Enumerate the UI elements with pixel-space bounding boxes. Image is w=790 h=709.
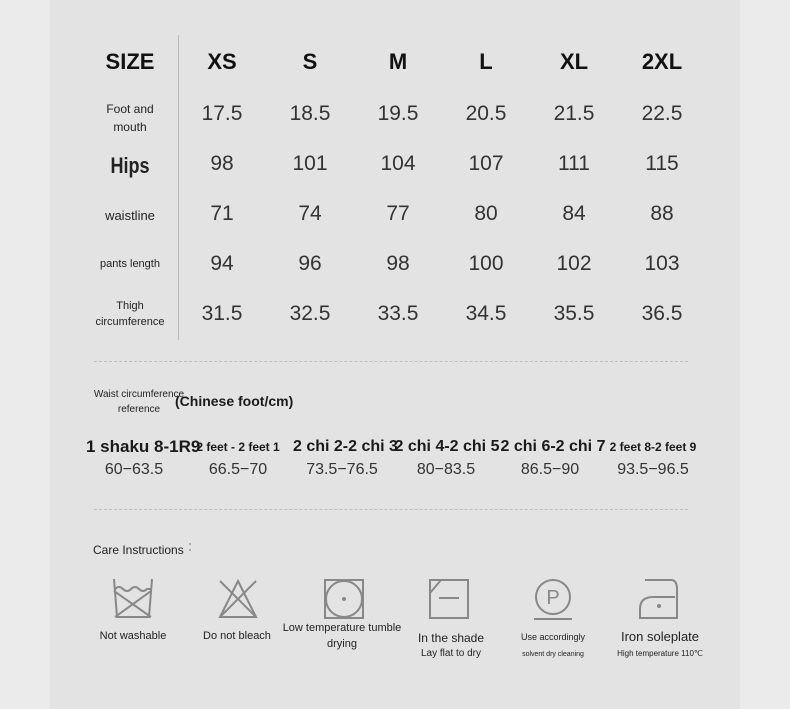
section-divider (94, 509, 688, 510)
waist-cm-range: 93.5−96.5 (617, 461, 689, 478)
table-cell: 104 (380, 152, 416, 175)
table-cell: 94 (210, 252, 234, 275)
size-m: M (388, 49, 408, 74)
table-cell: 98 (386, 252, 410, 275)
svg-text:P: P (546, 587, 560, 609)
row-label-line: Hips (110, 153, 150, 178)
waist-cm-range: 86.5−90 (520, 461, 580, 478)
waist-title-line: reference (117, 404, 161, 415)
table-cell: 115 (645, 152, 679, 175)
table-cell: 111 (558, 152, 590, 175)
table-cell: 77 (386, 202, 410, 225)
tumble-dry-low-icon (322, 577, 366, 621)
decor-dot (189, 549, 191, 551)
table-cell: 31.5 (201, 302, 243, 325)
table-cell: 35.5 (553, 302, 595, 325)
row-label-thigh (90, 298, 170, 330)
iron-icon (637, 577, 681, 621)
care-title: Care Instructions (93, 543, 184, 557)
care-label-line: Low temperature tumble (282, 622, 402, 634)
care-label: Not washable (99, 630, 167, 642)
care-label (610, 628, 710, 662)
row-label-line: Thigh (116, 300, 144, 312)
row-label-pants-length (90, 256, 170, 272)
waist-chinese-size: 2 feet - 2 feet 1 (196, 440, 280, 454)
table-cell: 19.5 (377, 102, 419, 125)
table-cell: 98 (210, 152, 234, 175)
table-cell: 103 (644, 252, 680, 275)
waist-cm-range: 80−83.5 (416, 461, 476, 478)
waist-chinese-size: 1 shaku 8-1R9 (86, 437, 201, 456)
care-label (505, 629, 601, 663)
care-label-line: High temperature 110℃ (617, 649, 703, 658)
row-label-waistline (90, 207, 170, 225)
table-cell: 96 (298, 252, 322, 275)
care-label-line: Lay flat to dry (420, 648, 482, 659)
table-cell: 32.5 (289, 302, 331, 325)
table-cell: 107 (468, 152, 504, 175)
size-header-label: SIZE (105, 49, 155, 74)
row-label-line: Foot and (106, 102, 154, 116)
table-cell: 88 (650, 202, 674, 225)
waist-title-line: Waist circumference (93, 389, 185, 400)
table-cell: 102 (556, 252, 592, 275)
care-label: Do not bleach (203, 630, 271, 642)
table-divider (178, 35, 179, 340)
size-xl: XL (559, 49, 589, 74)
row-label-line: pants length (100, 258, 160, 270)
care-label-line: drying (327, 638, 357, 650)
table-cell: 100 (468, 252, 504, 275)
waist-chinese-size: 2 chi 6-2 chi 7 (500, 438, 606, 455)
row-label-line: mouth (113, 120, 147, 134)
waist-chinese-size: 2 chi 2-2 chi 3 (293, 438, 398, 455)
no-bleach-icon (216, 577, 260, 621)
table-cell: 17.5 (201, 102, 243, 125)
table-cell: 74 (298, 202, 322, 225)
row-label-line: circumference (95, 316, 165, 328)
waist-chinese-size: 2 chi 4-2 chi 5 (394, 438, 500, 455)
waist-cm-range: 73.5−76.5 (306, 461, 378, 478)
decor-dot (189, 543, 191, 545)
size-l: L (479, 49, 493, 74)
care-label (406, 630, 496, 662)
section-divider (94, 361, 688, 362)
row-label-line: waistline (105, 208, 155, 223)
row-label-foot-mouth (90, 100, 170, 136)
table-cell: 21.5 (553, 102, 595, 125)
table-cell: 18.5 (289, 102, 331, 125)
waist-cm-range: 60−63.5 (104, 461, 164, 478)
table-cell: 34.5 (465, 302, 507, 325)
table-cell: 101 (292, 152, 328, 175)
table-cell: 84 (562, 202, 586, 225)
care-label-line: In the shade (417, 631, 485, 645)
care-label-line: Iron soleplate (620, 629, 700, 644)
care-label-line: Use accordingly (520, 632, 586, 642)
dry-clean-p-icon (531, 577, 575, 621)
table-cell: 20.5 (465, 102, 507, 125)
dry-flat-shade-icon (427, 577, 471, 621)
care-label (282, 620, 402, 652)
table-cell: 80 (474, 202, 498, 225)
waist-unit-note: (Chinese foot/cm) (175, 393, 294, 409)
care-label-line: solvent dry cleaning (522, 651, 584, 658)
row-label-hips (90, 152, 170, 180)
size-2xl: 2XL (641, 49, 683, 74)
no-wash-icon (111, 577, 155, 621)
size-xs: XS (207, 49, 237, 74)
table-cell: 36.5 (641, 302, 683, 325)
waist-cm-range: 66.5−70 (208, 461, 268, 478)
size-s: S (302, 49, 318, 74)
table-cell: 33.5 (377, 302, 419, 325)
table-cell: 71 (210, 202, 234, 225)
table-cell: 22.5 (641, 102, 683, 125)
waist-chinese-size: 2 feet 8-2 feet 9 (609, 440, 697, 454)
